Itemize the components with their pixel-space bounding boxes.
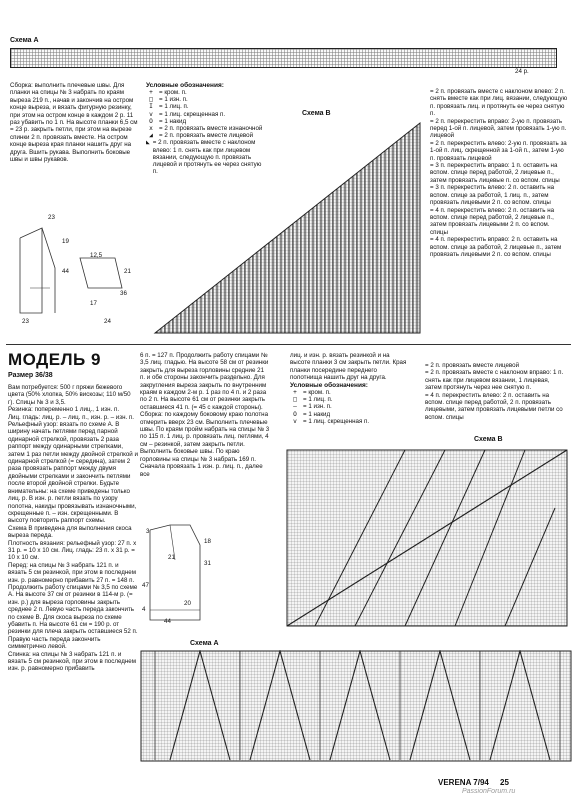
schema-a-top-label: Схема А bbox=[10, 37, 39, 44]
dim-bottom-6: 44 bbox=[164, 618, 171, 625]
dim-bottom-2: 18 bbox=[204, 538, 211, 545]
legend-right-text: = 2 п. провязать вместе с наклоном влево: 2 п. снять вместе как при лиц. вязании, следующую п. провязать лиц. и протянуть ее через снятую п. = 2 п. перекрестить вправо: 2-ую п. провязать перед 1-ой п. лицевой, затем провязать 1-ую п. лицевой = 2 п. перекрестить влево: 2-ую п. провязать за 1-ой п. лиц. скрещенной за 1-ой п., затем 1-ую п. провязать лицевой = 3 п. перекрестить вправо: 1 п. оставить на вспом. спице перед работой, 2 лицевые п., затем провязать лицевые п. со вспом. спицы = 3 п. перекрестить влево: 2 п. оставить на вспом. спице за работой, 1 лиц. п., затем провязать лицевыми 2 п. со вспом. спицы = 4 п. перекрестить влево: 2 п. оставить на вспом. спице перед работой, 2 лицевые п., затем провязать лицевыми 2 п. со вспом. спицы = 4 п. перекрестить вправо: 2 п. оставить на вспом. спице за работой, 2 лицевые п., затем провязать лицевыми 2 п. со вспом. спицы bbox=[430, 88, 568, 258]
legend2-item: O = 1 накид bbox=[293, 410, 331, 418]
model-col2: 6 п. = 127 п. Продолжить работу спицами № 3,5 лиц. гладью. На высоте 58 см от резинки закрыть для выреза горловины средние 21 п. и обе стороны закончить раздельно. Для закругления выреза закрыть по внутренним краям в каждом 2-м р. 1 раз по 4 п. и 2 раза по 2 п. На высоте 61 см от резинки закрыть оставшиеся 41 п. (= 45 с каждой стороны). Сборка: по каждому боковому краю полотна отмерить вверх 23 см. Выполнить плечевые швы. По краям пройм набрать на спицы № 3 по 115 п. 1 лиц. р. провязать лиц. петлями, 4 см – резинкой, затем закрыть петли. Выполнить боковые швы. По краю горловины на спицы № 3 набрать 169 п. Сначала провязать 1 изн. р. лиц. п., далее все bbox=[140, 352, 270, 478]
dim-bottom-7: 4 bbox=[142, 606, 146, 613]
legend-bottom-title: Условные обозначения: bbox=[290, 382, 368, 389]
schema-a-bottom-label: Схема А bbox=[190, 640, 219, 647]
section-divider bbox=[6, 344, 571, 345]
schema-b-chart bbox=[140, 118, 425, 340]
dim-top-1: 23 bbox=[48, 214, 55, 221]
dim-bottom-1: 3 bbox=[146, 528, 150, 535]
legend-item: I = 1 лиц. п. bbox=[149, 103, 189, 111]
dim-bottom-4: 21 bbox=[168, 554, 175, 561]
legend-item: ◣ = 2 п. провязать вместе с наклоном влево: 1 п. снять как при лицевом вязании, следующую п. провязать лицевой и протянуть ее через снятую п. bbox=[146, 139, 262, 176]
legend-item: ◢ = 2 п. провязать вместе лицевой bbox=[149, 132, 254, 140]
model-col1: Вам потребуется: 500 г пряжи бежевого цвета (50% хлопка, 50% вискозы; 110 м/50 г). Спицы № 3 и 3,5. Резинка: попеременно 1 лиц., 1 изн. п. Лиц. гладь: лиц. р. – лиц. п., изн. р. – изн. п. Рельефный узор: вязать по схеме А. В ширину начать петлями перед парной одинарной стрелкой, провязать 2 раза раппорт между одинарными стрелками, затем 1 раз петли между двойной стрелкой и одинарной стрелкой (= середина), затем 2 раза провязать раппорт между двумя двойными стрелками и закончить петлями после второй двойной стрелки. Будьте внимательны: на схеме приведены только лиц. р. В изн. р. петли вязать по узору полотна, накиды провязывать изнаночными, скрещенные п. – изн. скрещенными. В высоту повторить раппорт схемы. Схема В приведена для выполнения скоса выреза переда. Плотность вязания: рельефный узор: 27 п. x 31 р. = 10 x 10 см. Лиц. гладь: 23 п. x 31 р. = 10 x 10 см. Перед: на спицы № 3 набрать 121 п. и вязать 5 см резинкой, при этом в последнем изн. р. равномерно прибавить 27 п. = 148 п. Продолжить работу спицами № 3,5 по схеме А. На высоте 37 см от резинки в 114-м р. (= изн. р.) для выреза горловины закрыть среднее 2 п. Левую часть переда закончить по схеме В. Для скоса выреза по схеме убавить п. На высоте 61 см = 190 р. от резинки для плеча закрыть оставшиеся 52 п. Правую часть переда закончить симметрично левой. Спинка: на спицы № 3 набрать 121 п. и вязать 5 см резинкой, при этом в последнем изн. р. равномерно прибавить bbox=[8, 384, 138, 673]
dim-top-6: 21 bbox=[124, 268, 131, 275]
legend2-item: v = 1 лиц. скрещенная п. bbox=[293, 417, 370, 425]
legend-item: O = 1 накид bbox=[149, 117, 187, 125]
schema-b-label: Схема В bbox=[302, 110, 331, 117]
schema-v-label: Схема В bbox=[474, 436, 503, 443]
pattern-schematic-top bbox=[10, 208, 130, 328]
dim-top-4: 23 bbox=[22, 318, 29, 325]
dim-top-9: 24 bbox=[104, 318, 111, 325]
dim-bottom-3: 31 bbox=[204, 560, 211, 567]
model-size: Размер 36/38 bbox=[8, 372, 53, 379]
footer-magazine: VERENA 7/94 bbox=[438, 778, 489, 787]
dim-top-5: 12,5 bbox=[90, 252, 103, 259]
legend-item: □ = 1 изн. п. bbox=[149, 96, 188, 104]
schema-a-top-repeat: 24 p. bbox=[515, 68, 529, 75]
legend2-item: — = 1 изн. п. bbox=[293, 403, 332, 411]
watermark-text: PassionForum.ru bbox=[462, 788, 516, 795]
dim-top-3: 44 bbox=[62, 268, 69, 275]
dim-bottom-5: 20 bbox=[184, 600, 191, 607]
dim-bottom-8: 47 bbox=[142, 582, 149, 589]
legend-top-title: Условные обозначения: bbox=[146, 82, 224, 89]
schema-a-top-chart bbox=[10, 48, 557, 68]
footer-page: 25 bbox=[500, 778, 509, 787]
legend2-item: + = кром. п. bbox=[293, 389, 331, 396]
legend-bottom bbox=[290, 382, 410, 425]
model-col3: лиц. и изн. р. вязать резинкой и на высоте планки 3 см закрыть петли. Края планки посередине переднего полотнища нашить друг на друга. bbox=[290, 352, 407, 382]
assembly-text: Сборка: выполнить плечевые швы. Для планки на спицы № 3 набрать по краям выреза 219 п., начав и закончив на остром конце выреза, и вязать фигурную резинку, при этом на остром конце в каждом 2 р. 11 раз убавить по 1 п. На высоте планки 6,5 см = 23 р. закрыть петли, при этом на вырезе спинки 2 п. провязать вместе. На остром конце выреза края планки нашить друг на друга. Вшить рукава. Выполнить боковые швы и швы рукавов. bbox=[10, 82, 138, 164]
schema-a-bottom-chart bbox=[140, 650, 572, 762]
dim-top-7: 17 bbox=[90, 300, 97, 307]
pattern-schematic-bottom bbox=[140, 520, 280, 630]
legend-bottom-right: = 2 п. провязать вместе лицевой = 2 п. провязать вместе с наклоном вправо: 1 п. снять как при лицевом вязании, 1 лицевая, затем протянуть через нее снятую п. = 4 п. перекрестить влево: 2 п. оставить на вспом. спице перед работой, 2 п. провязать лицевыми, затем провязать лицевыми петли со вспом. спицы bbox=[425, 362, 564, 421]
dim-top-8: 36 bbox=[120, 290, 127, 297]
model-title: МОДЕЛЬ 9 bbox=[8, 350, 101, 369]
schema-v-chart bbox=[285, 448, 570, 630]
dim-top-2: 19 bbox=[62, 238, 69, 245]
legend-item: + = кром. п. bbox=[149, 89, 187, 96]
legend2-item: □ = 1 лиц. п. bbox=[293, 396, 333, 404]
legend-item: v = 1 лиц. скрещенная п. bbox=[149, 110, 226, 118]
legend-item: x = 2 п. провязать вместе изнаночной bbox=[149, 125, 263, 133]
